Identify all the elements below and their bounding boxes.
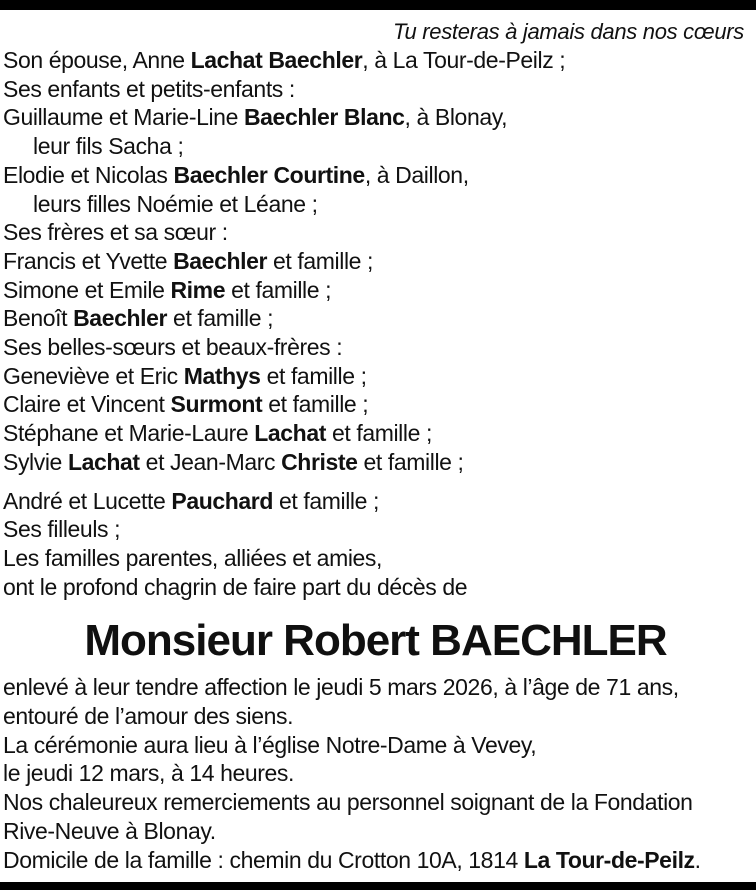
text-line: enlevé à leur tendre affection le jeudi 5 mars 2026, à l’âge de 71 ans, xyxy=(3,674,679,701)
text-line: le jeudi 12 mars, à 14 heures. xyxy=(3,760,295,787)
deceased-name-title: Monsieur Robert BAECHLER xyxy=(84,616,667,666)
text-line: Simone et Emile Rime et famille ; xyxy=(3,276,332,303)
text-line: André et Lucette Pauchard et famille ; xyxy=(3,487,380,514)
text-line: La cérémonie aura lieu à l’église Notre-Dame à Vevey, xyxy=(3,731,537,758)
text-line: Ses frères et sa sœur : xyxy=(3,219,228,246)
text-line: Domicile de la famille : chemin du Crotton 10A, 1814 La Tour-de-Peilz. xyxy=(3,846,701,873)
text-line: Francis et Yvette Baechler et famille ; xyxy=(3,247,374,274)
text-line: entouré de l’amour des siens. xyxy=(3,703,294,730)
top-rule xyxy=(0,0,756,10)
text-line: Benoît Baechler et famille ; xyxy=(3,305,274,332)
bottom-rule xyxy=(0,882,756,890)
text-line: leur fils Sacha ; xyxy=(33,133,184,160)
notice-content xyxy=(0,10,756,874)
text-line: Sylvie Lachat et Jean-Marc Christe et famille ; xyxy=(3,448,464,475)
text-line: Les familles parentes, alliées et amies, xyxy=(3,544,383,571)
text-line: leurs filles Noémie et Léane ; xyxy=(33,190,318,217)
text-line: Stéphane et Marie-Laure Lachat et famille ; xyxy=(3,420,432,447)
text-line: ont le profond chagrin de faire part du décès de xyxy=(3,573,468,600)
text-line: Elodie et Nicolas Baechler Courtine, à Daillon, xyxy=(3,161,469,188)
text-line: Geneviève et Eric Mathys et famille ; xyxy=(3,362,367,389)
text-line: Guillaume et Marie-Line Baechler Blanc, à Blonay, xyxy=(3,104,508,131)
epitaph-quote: Tu resteras à jamais dans nos cœurs xyxy=(393,19,744,44)
family-lines xyxy=(3,46,748,601)
text-line: Son épouse, Anne Lachat Baechler, à La Tour-de-Peilz ; xyxy=(3,47,566,73)
text-line: Ses enfants et petits-enfants : xyxy=(3,75,295,102)
text-line: Claire et Vincent Surmont et famille ; xyxy=(3,391,369,418)
text-line: Rive-Neuve à Blonay. xyxy=(3,817,216,844)
ceremony-details-lines xyxy=(3,673,748,874)
text-line: Ses filleuls ; xyxy=(3,516,121,543)
text-line: Nos chaleureux remerciements au personnel soignant de la Fondation xyxy=(3,789,693,816)
text-line: Ses belles-sœurs et beaux-frères : xyxy=(3,334,343,361)
